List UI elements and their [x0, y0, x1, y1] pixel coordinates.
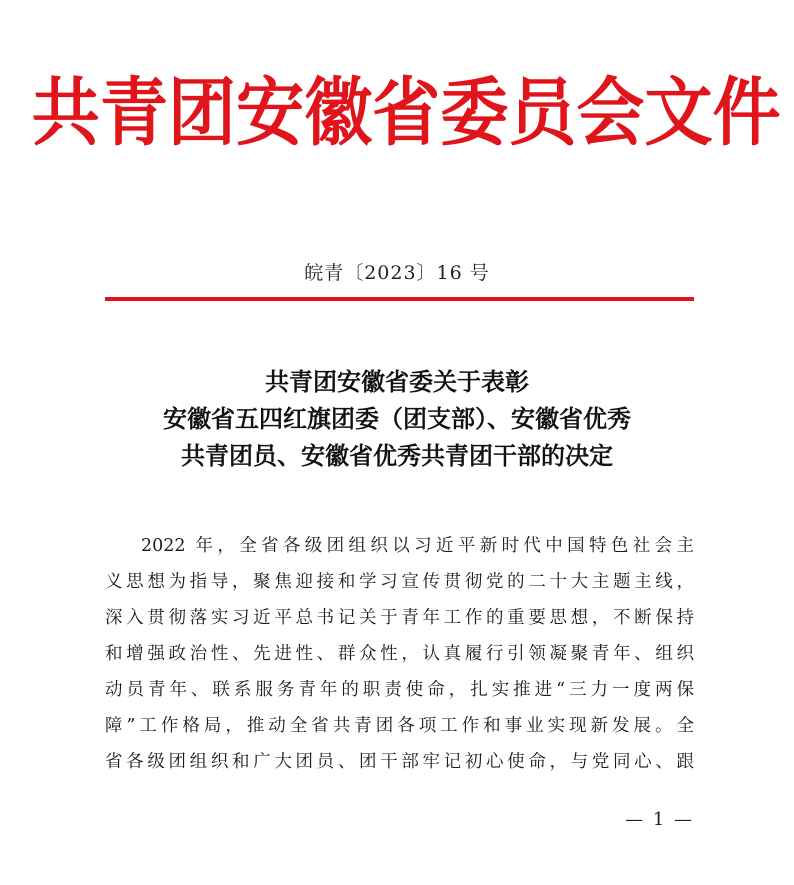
page-number: — 1 —: [625, 809, 694, 830]
red-divider-line: [105, 297, 694, 301]
body-line: 深入贯彻落实习近平总书记关于青年工作的重要思想，不断保持: [105, 608, 694, 628]
body-line: 障”工作格局，推动全省共青团各项工作和事业实现新发展。全: [105, 716, 694, 736]
document-number: 皖青〔2023〕16 号: [304, 262, 490, 284]
body-line: 动员青年、联系服务青年的职责使命，扎实推进“三力一度两保: [105, 680, 694, 700]
document-title: [0, 364, 794, 475]
body-paragraph: [105, 528, 694, 780]
title-line-2: 安徽省五四红旗团委（团支部）、安徽省优秀: [163, 405, 631, 433]
body-line: 2022 年，全省各级团组织以习近平新时代中国特色社会主: [141, 536, 694, 556]
title-line-1: 共青团安徽省委关于表彰: [265, 368, 529, 396]
body-line: 省各级团组织和广大团员、团干部牢记初心使命，与党同心、跟: [105, 752, 694, 772]
body-line: 义思想为指导，聚焦迎接和学习宣传贯彻党的二十大主题主线，: [105, 572, 694, 592]
title-line-3: 共青团员、安徽省优秀共青团干部的决定: [181, 442, 613, 470]
body-line: 和增强政治性、先进性、群众性，认真履行引领凝聚青年、组织: [105, 644, 694, 664]
document-masthead: 共青团安徽省委员会文件: [31, 70, 781, 156]
